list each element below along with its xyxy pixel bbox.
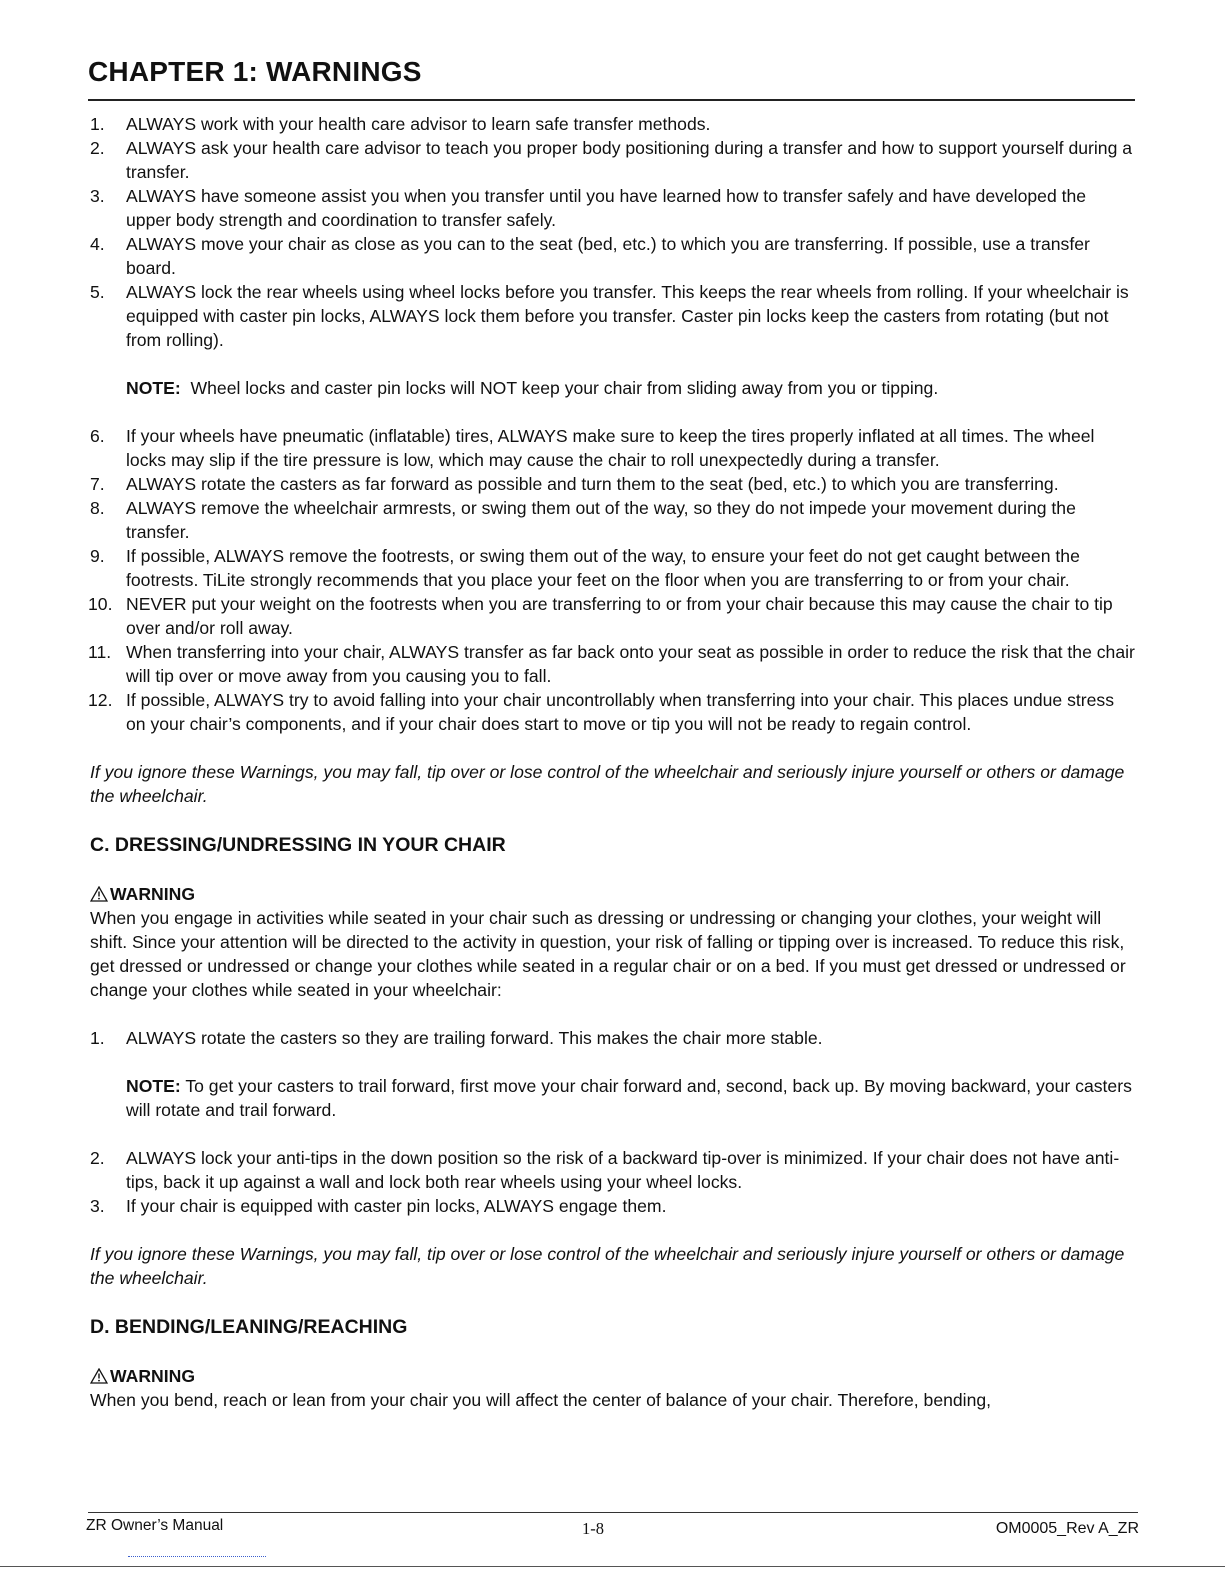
list-item	[90, 640, 1135, 688]
list-number: 3.	[90, 186, 105, 206]
list-item	[90, 1026, 1135, 1050]
warning-label	[90, 882, 1135, 906]
list-number: 9.	[90, 546, 105, 566]
warning-triangle-icon	[90, 1368, 108, 1384]
list-number: 11.	[88, 642, 112, 662]
list-number: 10.	[88, 594, 113, 614]
list-item	[90, 424, 1135, 472]
warning-text: WARNING	[110, 884, 196, 904]
page-content	[90, 112, 1135, 1412]
dressing-list	[90, 1026, 1135, 1050]
page-number: 1-8	[582, 1519, 604, 1538]
note-label: NOTE:	[126, 1076, 181, 1096]
list-item	[90, 544, 1135, 592]
list-text: ALWAYS work with your health care advisor to learn safe transfer methods.	[126, 114, 711, 134]
list-number: 4.	[90, 234, 105, 254]
transfer-warnings-list-continued	[90, 424, 1135, 736]
list-text: If your chair is equipped with caster pin locks, ALWAYS engage them.	[126, 1196, 667, 1216]
warning-text: WARNING	[110, 1366, 196, 1386]
list-number: 12.	[88, 690, 113, 710]
list-item	[90, 280, 1135, 352]
list-text: ALWAYS have someone assist you when you transfer until you have learned how to transfer safely and have developed the upper body strength and coordination to transfer safely.	[126, 186, 1087, 230]
footer-manual-name: ZR Owner’s Manual	[86, 1517, 224, 1534]
transfer-note	[90, 376, 1135, 400]
chapter-title: CHAPTER 1: WARNINGS	[88, 56, 422, 87]
list-item	[90, 592, 1135, 640]
list-number: 1.	[90, 114, 105, 134]
list-number: 5.	[90, 282, 105, 302]
list-text: If your wheels have pneumatic (inflatable) tires, ALWAYS make sure to keep the tires properly inflated at all times. The wheel locks may slip if the tire pressure is low, which may cause the chair to roll unexpectedly during a transfer.	[126, 426, 1095, 470]
list-text: NEVER put your weight on the footrests when you are transferring to or from your chair because this may cause the chair to tip over and/or roll away.	[126, 594, 1113, 638]
list-item	[90, 184, 1135, 232]
list-number: 7.	[90, 474, 105, 494]
dressing-note	[90, 1074, 1135, 1122]
ignore-warnings-notice: If you ignore these Warnings, you may fall, tip over or lose control of the wheelchair and seriously injure yourself or others or damage the wheelchair.	[90, 762, 1125, 806]
dressing-list-continued	[90, 1146, 1135, 1218]
footer-divider	[88, 1512, 1138, 1513]
list-text: ALWAYS remove the wheelchair armrests, or swing them out of the way, so they do not impede your movement during the transfer.	[126, 498, 1076, 542]
note-text: Wheel locks and caster pin locks will NOT keep your chair from sliding away from you or tipping.	[190, 378, 939, 398]
list-text: If possible, ALWAYS remove the footrests, or swing them out of the way, to ensure your feet do not get caught between the footrests. TiLite strongly recommends that you place your feet on the floor when you are transferring to or from your chair.	[126, 546, 1080, 590]
list-text: ALWAYS lock the rear wheels using wheel locks before you transfer. This keeps the rear wheels from rolling. If your wheelchair is equipped with caster pin locks, ALWAYS lock them before you transfer. Caster pin locks keep the casters from rotating (but not from rolling).	[126, 282, 1129, 350]
list-item	[90, 1194, 1135, 1218]
list-number: 3.	[90, 1196, 105, 1216]
list-number: 1.	[90, 1028, 105, 1048]
dressing-intro: When you engage in activities while seated in your chair such as dressing or undressing or changing your clothes, your weight will shift. Since your attention will be directed to the activity in question, your risk of falling or tipping over is increased. To reduce this risk, get dressed or undressed or change your clothes while seated in a regular chair or on a bed. If you must get dressed or undressed or change your clothes while seated in your wheelchair:	[90, 908, 1126, 1000]
list-item	[90, 1146, 1135, 1194]
list-number: 2.	[90, 1148, 105, 1168]
list-text: ALWAYS lock your anti-tips in the down position so the risk of a backward tip-over is minimized. If your chair does not have anti-tips, back it up against a wall and lock both rear wheels using your wheel locks.	[126, 1148, 1120, 1192]
list-item	[90, 112, 1135, 136]
list-item	[90, 472, 1135, 496]
list-item	[90, 688, 1135, 736]
ignore-warnings-notice: If you ignore these Warnings, you may fall, tip over or lose control of the wheelchair and seriously injure yourself or others or damage the wheelchair.	[90, 1244, 1125, 1288]
document-code: OM0005_Rev A_ZR	[995, 1520, 1139, 1537]
note-label: NOTE:	[126, 378, 181, 398]
list-text: If possible, ALWAYS try to avoid falling into your chair uncontrollably when transferring into your chair. This places undue stress on your chair’s components, and if your chair does start to move or tip you will not be ready to regain control.	[126, 690, 1115, 734]
list-item	[90, 496, 1135, 544]
list-text: ALWAYS rotate the casters as far forward as possible and turn them to the seat (bed, etc.) to which you are transferring.	[126, 474, 1059, 494]
section-heading-dressing: C. DRESSING/UNDRESSING IN YOUR CHAIR	[90, 834, 506, 856]
list-number: 8.	[90, 498, 105, 518]
bending-intro: When you bend, reach or lean from your chair you will affect the center of balance of your chair. Therefore, bending,	[90, 1390, 992, 1410]
list-number: 2.	[90, 138, 105, 158]
list-number: 6.	[90, 426, 105, 446]
warning-triangle-icon	[90, 886, 108, 902]
section-heading-bending: D. BENDING/LEANING/REACHING	[90, 1316, 408, 1338]
list-text: ALWAYS move your chair as close as you can to the seat (bed, etc.) to which you are transferring. If possible, use a transfer board.	[126, 234, 1090, 278]
note-text: To get your casters to trail forward, first move your chair forward and, second, back up. By moving backward, your casters will rotate and trail forward.	[126, 1076, 1132, 1120]
list-text: ALWAYS ask your health care advisor to teach you proper body positioning during a transfer and how to support yourself during a transfer.	[126, 138, 1133, 182]
link-underline	[128, 1556, 266, 1557]
list-text: ALWAYS rotate the casters so they are trailing forward. This makes the chair more stable.	[126, 1028, 823, 1048]
warning-label	[90, 1364, 1135, 1388]
list-text: When transferring into your chair, ALWAYS transfer as far back onto your seat as possible in order to reduce the risk that the chair will tip over or move away from you causing you to fall.	[126, 642, 1135, 686]
transfer-warnings-list	[90, 112, 1135, 352]
list-item	[90, 136, 1135, 184]
title-divider	[88, 99, 1135, 101]
page-bottom-edge	[0, 1566, 1225, 1567]
list-item	[90, 232, 1135, 280]
